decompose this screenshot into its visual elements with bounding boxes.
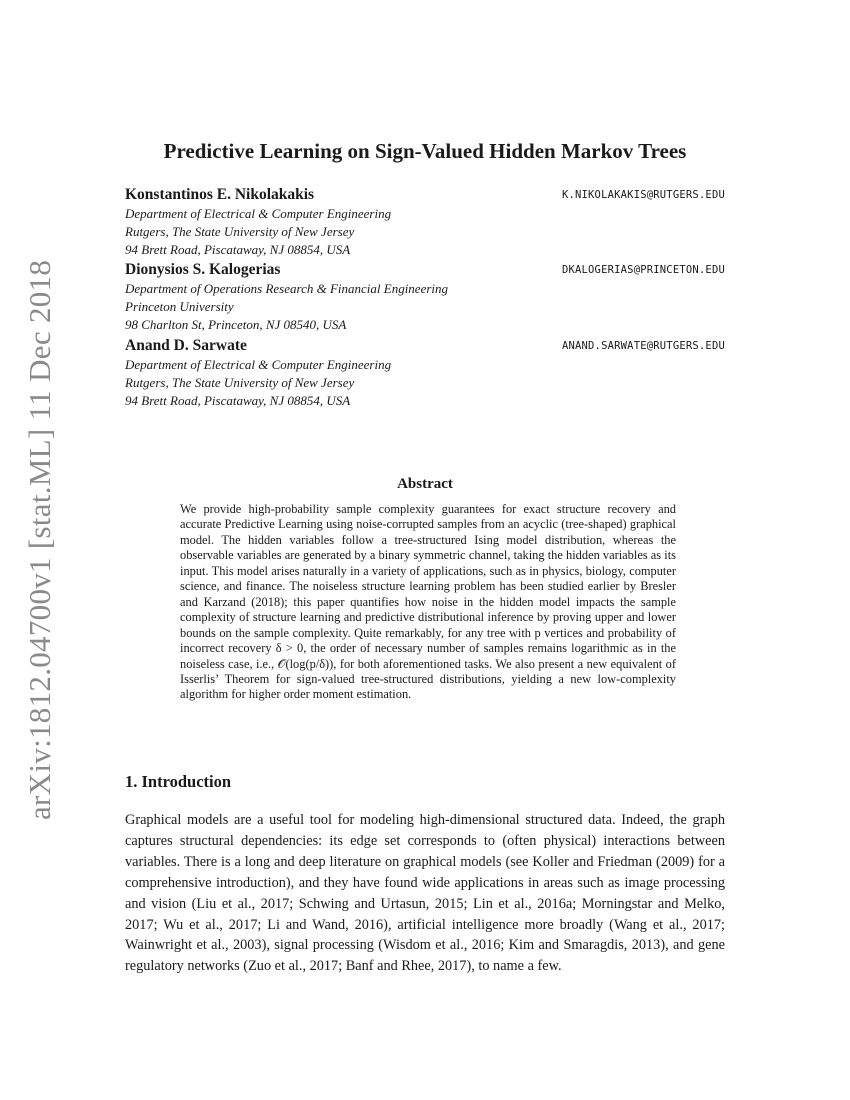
abstract-heading: Abstract: [397, 476, 453, 492]
author-block: [125, 336, 725, 411]
author-block: [125, 185, 725, 260]
section-paragraph: Graphical models are a useful tool for modeling high-dimensional structured data. Indeed, the graph captures structural dependencies: its edge set corresponds to (often physical) interactions between variables. There is a long and deep literature on graphical models (see Koller and Friedman (2009) for a comprehensive introduction), and they have found wide applications in areas such as image processing and vision (Liu et al., 2017; Schwing and Urtasun, 2015; Lin et al., 2016a; Morningstar and Melko, 2017; Wu et al., 2017; Li and Wand, 2016), artificial intelligence more broadly (Wang et al., 2017; Wainwright et al., 2003), signal processing (Wisdom et al., 2016; Kim and Smaragdis, 2013), and gene regulatory networks (Zuo et al., 2017; Banf and Rhee, 2017), to name a few.: [125, 812, 725, 975]
affiliation-line: 94 Brett Road, Piscataway, NJ 08854, USA: [125, 242, 351, 258]
author-name: Konstantinos E. Nikolakakis: [125, 186, 315, 203]
affiliation-line: Department of Electrical & Computer Engineering: [125, 357, 392, 372]
author-email[interactable]: DKALOGERIAS@PRINCETON.EDU: [561, 264, 725, 276]
affiliation-line: 94 Brett Road, Piscataway, NJ 08854, USA: [125, 393, 351, 409]
author-name: Anand D. Sarwate: [125, 337, 247, 354]
affiliation-line: Rutgers, The State University of New Jersey: [125, 375, 355, 391]
arxiv-identifier-stamp: arXiv:1812.04700v1 [stat.ML] 11 Dec 2018: [22, 259, 57, 820]
author-block: [125, 260, 725, 335]
affiliation-line: 98 Charlton St, Princeton, NJ 08540, USA: [125, 317, 347, 333]
paper-title: Predictive Learning on Sign-Valued Hidden Markov Trees: [163, 139, 687, 163]
affiliation-line: Princeton University: [125, 299, 234, 315]
section-heading: 1. Introduction: [125, 772, 232, 791]
author-email[interactable]: K.NIKOLAKAKIS@RUTGERS.EDU: [561, 189, 725, 201]
author-name: Dionysios S. Kalogerias: [125, 261, 281, 278]
affiliation-line: Rutgers, The State University of New Jersey: [125, 224, 355, 240]
affiliation-line: Department of Electrical & Computer Engineering: [125, 206, 392, 221]
affiliation-line: Department of Operations Research & Financial Engineering: [125, 281, 449, 296]
abstract-text: We provide high-probability sample complexity guarantees for exact structure recovery and accurate Predictive Learning using noise-corrupted samples from an acyclic (tree-shaped) graphical model. The hidden variables follow a tree-structured Ising model distribution, whereas the observable variables are generated by a binary symmetric channel, taking the hidden variables as its input. This model arises naturally in a variety of applications, such as in physics, biology, computer science, and finance. The noiseless structure learning problem has been studied earlier by Bresler and Karzand (2018); this paper quantifies how noise in the hidden model impacts the sample complexity of structure learning and predictive distributional inference by proving upper and lower bounds on the sample complexity. Quite remarkably, for any tree with p vertices and probability of incorrect recovery δ > 0, the order of necessary number of samples remains logarithmic as in the noiseless case, i.e., 𝒪(log(p/δ)), for both aforementioned tasks. We also present a new equivalent of Isserlis’ Theorem for sign-valued tree-structured distributions, yielding a new low-complexity algorithm for higher order moment estimation.: [180, 502, 676, 702]
author-email[interactable]: ANAND.SARWATE@RUTGERS.EDU: [561, 340, 725, 352]
